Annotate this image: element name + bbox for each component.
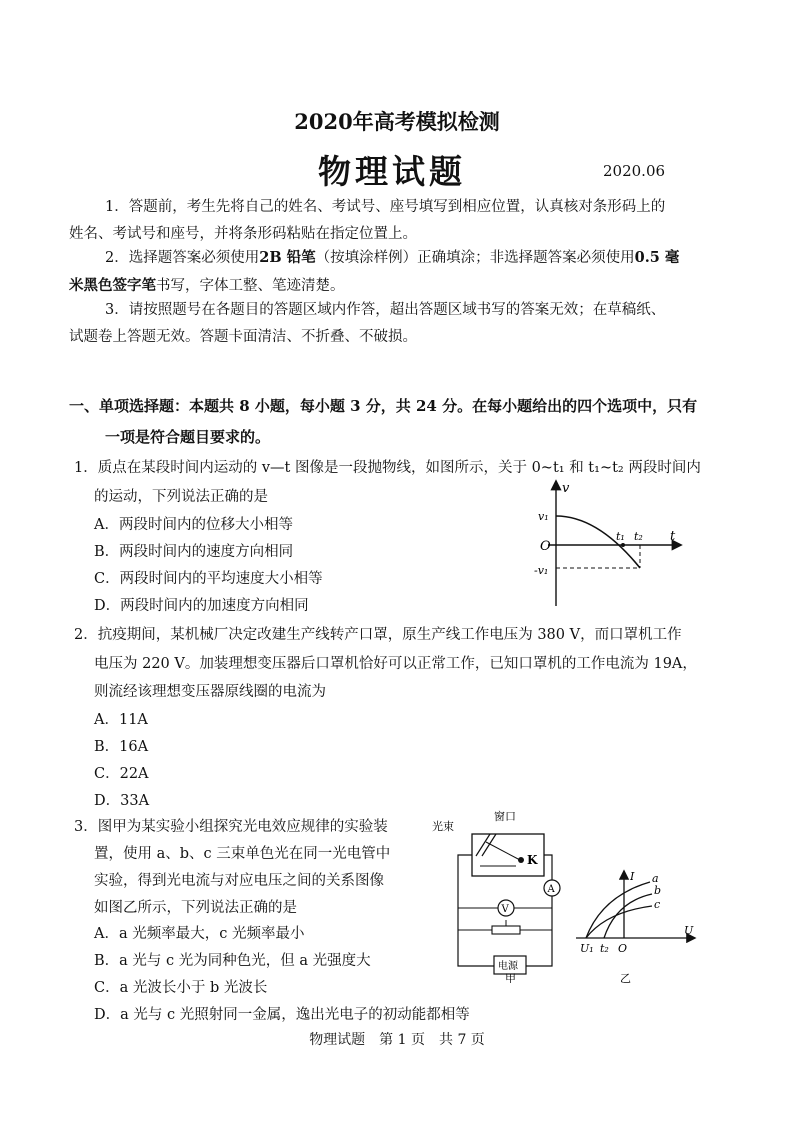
q3-label-u: U <box>684 924 694 937</box>
q2-option-b: B．16A <box>94 739 149 755</box>
q1-label-neg-v1: -v₁ <box>534 564 549 577</box>
subject-title: 物理试题 <box>318 152 466 191</box>
notice-2-line-1 <box>69 244 729 272</box>
q2-option-a: A．11A <box>94 712 148 728</box>
notice-2-part-c: （按填涂样例）正确填涂；非选择题答案必须使用 <box>315 250 635 266</box>
notice-2-part-e: 米黑色签字笔 <box>69 277 156 294</box>
q3-beam-line-2 <box>482 834 496 856</box>
q3-label-i: I <box>630 870 635 883</box>
q1-label-v1: v₁ <box>538 510 549 523</box>
q2-option-c: C．22A <box>94 766 149 782</box>
notice-3 <box>69 297 729 351</box>
q3-figure-apparatus <box>428 808 563 983</box>
q3-option-b: B．a 光与 c 光为同种色光，但 a 光强度大 <box>94 953 371 969</box>
q3-light-ray <box>486 842 520 860</box>
q1-label-t: t <box>670 529 676 544</box>
q3-line-3: 实验，得到光电流与对应电压之间的关系图像 <box>94 873 384 889</box>
q1-parabola-curve <box>556 516 640 568</box>
q2-line-1: 2．抗疫期间，某机械厂决定改建生产线转产口罩，原生产线工作电压为 380 V，而口罩机工作 <box>74 627 682 643</box>
q1-vt-graph <box>530 478 690 608</box>
q3-rheostat <box>492 926 520 934</box>
notice-2-part-d: 0.5 毫 <box>634 249 680 266</box>
q3-figure-iu-graph <box>572 868 702 988</box>
q3-label-voltmeter: V <box>501 904 509 915</box>
q1-option-c: C．两段时间内的平均速度大小相等 <box>94 571 323 587</box>
q1-t1-point <box>621 543 625 547</box>
q3-right-wire <box>526 855 552 966</box>
q3-left-wire <box>458 855 494 966</box>
q3-option-d: D．a 光与 c 光照射同一金属，逸出光电子的初动能都相等 <box>94 1007 470 1023</box>
q3-caption-yi: 乙 <box>620 972 631 985</box>
q3-label-power: 电源 <box>498 961 518 972</box>
q1-line-1: 1．质点在某段时间内运动的 v—t 图像是一段抛物线，如图所示，关于 0~t₁ 和 t₁~t₂ 两段时间内 <box>74 460 701 476</box>
notice-3-line-1: 3．请按照题号在各题目的答题区域内作答，超出答题区域书写的答案无效；在草稿纸、 <box>105 302 666 318</box>
q3-caption-jia: 甲 <box>505 972 516 983</box>
notice-1-line-2: 姓名、考试号和座号，并将条形码粘贴在指定位置上。 <box>69 226 417 242</box>
q1-option-a: A．两段时间内的位移大小相等 <box>94 517 293 533</box>
notice-3-line-2: 试题卷上答题无效。答题卡面清洁、不折叠、不破损。 <box>69 329 417 345</box>
section-heading-line-1: 一、单项选择题：本题共 8 小题，每小题 3 分，共 24 分。在每小题给出的四个选项中，只有 <box>69 397 698 415</box>
q3-label-t2: t₂ <box>600 942 609 955</box>
q3-label-curve-b: b <box>654 884 662 897</box>
section-heading <box>69 391 734 453</box>
q3-label-light-beam: 光束 <box>432 820 454 833</box>
q3-option-a: A．a 光频率最大，c 光频率最小 <box>94 926 305 942</box>
notice-2-part-b: 2B 铅笔 <box>259 249 316 266</box>
notice-2 <box>69 244 729 300</box>
notice-2-part-f: 书写，字体工整、笔迹清楚。 <box>156 278 345 294</box>
exam-title: 2020年高考模拟检测 <box>294 109 500 134</box>
q3-curve-c <box>586 906 652 938</box>
q3-curve-b <box>604 894 652 938</box>
q3-label-curve-a: a <box>652 872 659 885</box>
q3-curve-a <box>586 882 650 938</box>
q2-option-d: D．33A <box>94 793 150 809</box>
q3-label-k: K <box>527 853 538 867</box>
notice-2-part-a: 2．选择题答案必须使用 <box>105 250 260 266</box>
q3-label-u1: U₁ <box>580 942 594 955</box>
q3-beam-line-1 <box>476 834 490 856</box>
q3-line-4: 如图乙所示，下列说法正确的是 <box>94 900 297 916</box>
q2-line-3: 则流经该理想变压器原线圈的电流为 <box>94 684 326 700</box>
notice-1-line-1: 1．答题前，考生先将自己的姓名、考试号、座号填写到相应位置，认真核对条形码上的 <box>105 199 666 215</box>
q3-cathode-dot <box>518 857 524 863</box>
exam-date: 2020.06 <box>603 162 666 180</box>
q1-label-t1: t₁ <box>616 530 625 543</box>
q1-label-t2: t₂ <box>634 530 643 543</box>
page-footer: 物理试题 第 1 页 共 7 页 <box>309 1032 485 1048</box>
q3-label-ammeter: A <box>547 884 555 895</box>
q3-label-origin: O <box>618 942 628 955</box>
q1-option-d: D．两段时间内的加速度方向相同 <box>94 598 309 614</box>
q1-option-b: B．两段时间内的速度方向相同 <box>94 544 294 560</box>
q1-label-origin: O <box>540 539 551 554</box>
q3-line-1: 3．图甲为某实验小组探究光电效应规律的实验装 <box>74 819 388 835</box>
q3-option-c: C．a 光波长小于 b 光波长 <box>94 980 268 996</box>
q2-line-2: 电压为 220 V。加装理想变压器后口罩机恰好可以正常工作，已知口罩机的工作电流为 19A， <box>94 656 697 672</box>
section-heading-line-2: 一项是符合题目要求的。 <box>105 428 271 446</box>
q3-label-curve-c: c <box>654 898 661 911</box>
q1-label-v: v <box>562 481 570 496</box>
notice-1 <box>69 194 729 248</box>
q3-label-window: 窗口 <box>494 810 516 823</box>
q1-line-2: 的运动，下列说法正确的是 <box>94 489 268 505</box>
q3-line-2: 置，使用 a、b、c 三束单色光在同一光电管中 <box>94 846 391 862</box>
notice-2-line-2 <box>69 272 729 300</box>
